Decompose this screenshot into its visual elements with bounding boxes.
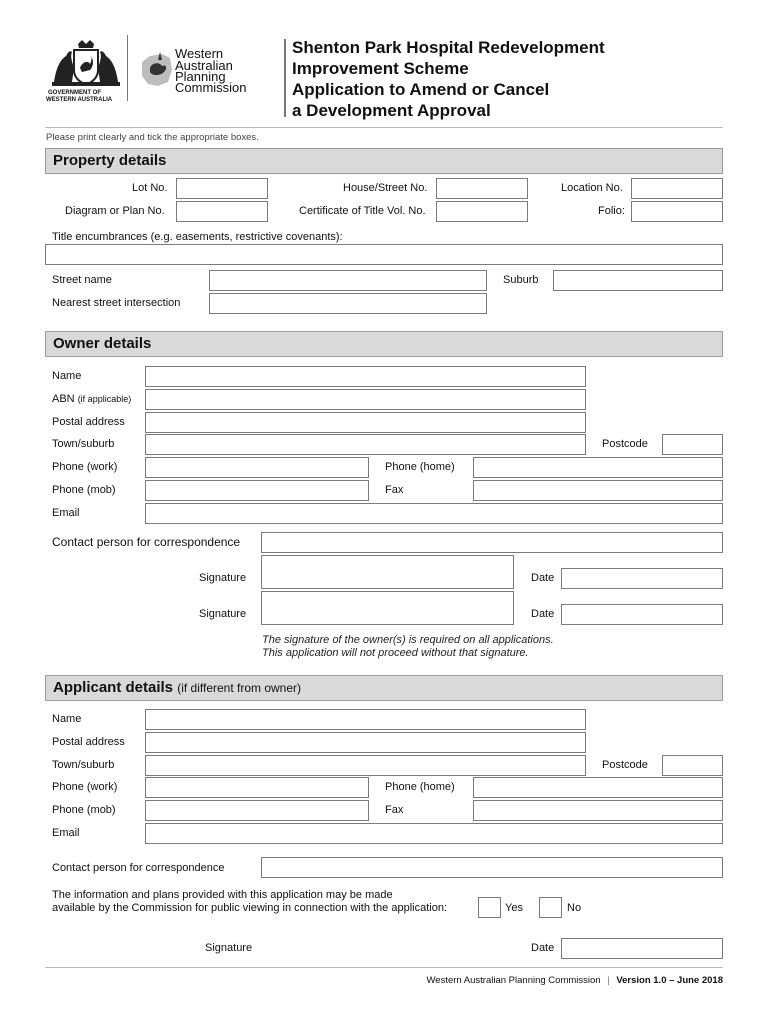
abn-text: ABN <box>52 393 75 405</box>
owner-postal-label: Postal address <box>52 416 125 428</box>
diagram-field[interactable] <box>176 201 268 222</box>
wapc-name-line3: Planning <box>175 69 226 84</box>
owner-phone-mob-field[interactable] <box>145 480 369 501</box>
applicant-fax-field[interactable] <box>473 800 723 821</box>
owner-email-field[interactable] <box>145 503 723 524</box>
owner-town-label: Town/suburb <box>52 438 115 450</box>
owner-postcode-field[interactable] <box>662 434 723 455</box>
applicant-postal-label: Postal address <box>52 736 125 748</box>
title-line-3: Application to Amend or Cancel <box>292 80 550 99</box>
applicant-fax-label: Fax <box>385 804 404 816</box>
owner-signature-1-label: Signature <box>199 572 247 584</box>
suburb-field[interactable] <box>553 270 723 291</box>
owner-phone-home-field[interactable] <box>473 457 723 478</box>
location-field[interactable] <box>631 178 723 199</box>
applicant-signature-label: Signature <box>205 942 253 954</box>
wapc-name-line4: Commission <box>175 80 247 95</box>
owner-phone-mob-label: Phone (mob) <box>52 484 116 496</box>
title-line-1: Shenton Park Hospital Redevelopment <box>292 38 605 57</box>
wapc-name-line1: Western <box>175 46 224 61</box>
gov-label-line1: GOVERNMENT OF <box>48 90 102 96</box>
certificate-field[interactable] <box>436 201 528 222</box>
wa-coat-of-arms-icon <box>46 38 126 90</box>
applicant-email-label: Email <box>52 827 80 839</box>
folio-field[interactable] <box>631 201 723 222</box>
title-divider <box>284 39 286 117</box>
owner-date-2-field[interactable] <box>561 604 723 625</box>
consent-line-2: available by the Commission for public viewing in connection with the application: <box>52 902 447 914</box>
owner-signature-note <box>262 634 554 660</box>
header-rule <box>45 127 723 128</box>
applicant-date-field[interactable] <box>561 938 723 959</box>
lot-label: Lot No. <box>132 182 168 194</box>
applicant-name-label: Name <box>52 713 82 725</box>
document-title <box>292 37 605 121</box>
consent-yes-checkbox[interactable] <box>478 897 501 918</box>
title-line-2: Improvement Scheme <box>292 59 469 78</box>
applicant-phone-work-label: Phone (work) <box>52 781 118 793</box>
folio-label: Folio: <box>598 205 625 217</box>
applicant-heading: Applicant details <box>53 679 174 696</box>
wapc-logo-icon <box>138 50 176 90</box>
government-crest-logo <box>46 38 126 102</box>
owner-postal-field[interactable] <box>145 412 586 433</box>
owner-name-label: Name <box>52 370 82 382</box>
owner-email-label: Email <box>52 507 80 519</box>
footer-rule <box>45 967 723 968</box>
certificate-label: Certificate of Title Vol. No. <box>299 205 426 217</box>
encumbrances-field[interactable] <box>45 244 723 265</box>
applicant-phone-home-label: Phone (home) <box>385 781 455 793</box>
owner-date-1-label: Date <box>531 572 555 584</box>
owner-contact-field[interactable] <box>261 532 723 553</box>
owner-date-2-label: Date <box>531 608 555 620</box>
house-field[interactable] <box>436 178 528 199</box>
applicant-contact-field[interactable] <box>261 857 723 878</box>
applicant-heading-note: (if different from owner) <box>177 681 302 695</box>
owner-name-field[interactable] <box>145 366 586 387</box>
owner-note-line2: This application will not proceed without that signature. <box>262 647 529 659</box>
owner-phone-home-label: Phone (home) <box>385 461 455 473</box>
applicant-phone-mob-label: Phone (mob) <box>52 804 116 816</box>
owner-phone-work-field[interactable] <box>145 457 369 478</box>
instructions-text: Please print clearly and tick the appropriate boxes. <box>46 132 259 143</box>
consent-line-1: The information and plans provided with this application may be made <box>52 889 393 901</box>
house-label: House/Street No. <box>343 182 428 194</box>
owner-contact-label: Contact person for correspondence <box>52 535 241 549</box>
applicant-phone-work-field[interactable] <box>145 777 369 798</box>
applicant-date-label: Date <box>531 942 555 954</box>
street-field[interactable] <box>209 270 487 291</box>
applicant-name-field[interactable] <box>145 709 586 730</box>
applicant-postal-field[interactable] <box>145 732 586 753</box>
consent-no-label: No <box>567 902 582 914</box>
abn-note: (if applicable) <box>77 394 132 404</box>
owner-note-line1: The signature of the owner(s) is required on all applications. <box>262 634 554 646</box>
intersection-field[interactable] <box>209 293 487 314</box>
section-property-details: Property details <box>45 148 723 174</box>
footer-separator: | <box>607 975 610 986</box>
diagram-label: Diagram or Plan No. <box>65 205 165 217</box>
applicant-town-label: Town/suburb <box>52 759 115 771</box>
applicant-email-field[interactable] <box>145 823 723 844</box>
title-line-4: a Development Approval <box>292 101 491 120</box>
applicant-phone-mob-field[interactable] <box>145 800 369 821</box>
applicant-phone-home-field[interactable] <box>473 777 723 798</box>
applicant-postcode-label: Postcode <box>602 759 648 771</box>
owner-abn-field[interactable] <box>145 389 586 410</box>
owner-signature-1-field[interactable] <box>261 555 514 589</box>
consent-no-checkbox[interactable] <box>539 897 562 918</box>
logo-divider <box>127 35 128 101</box>
wapc-logo <box>138 48 258 98</box>
owner-signature-2-field[interactable] <box>261 591 514 625</box>
owner-fax-label: Fax <box>385 484 404 496</box>
owner-postcode-label: Postcode <box>602 438 648 450</box>
owner-fax-field[interactable] <box>473 480 723 501</box>
footer-version: Version 1.0 – June 2018 <box>616 975 723 986</box>
wapc-name-line2: Australian <box>175 58 233 73</box>
footer <box>426 975 723 986</box>
footer-org: Western Australian Planning Commission <box>426 975 601 986</box>
section-owner-details: Owner details <box>45 331 723 357</box>
applicant-postcode-field[interactable] <box>662 755 723 776</box>
encumbrances-label: Title encumbrances (e.g. easements, restrictive covenants): <box>52 231 343 243</box>
suburb-label: Suburb <box>503 274 539 286</box>
applicant-contact-label: Contact person for correspondence <box>52 862 225 874</box>
owner-phone-work-label: Phone (work) <box>52 461 118 473</box>
consent-yes-label: Yes <box>505 902 523 914</box>
street-label: Street name <box>52 274 112 286</box>
intersection-label: Nearest street intersection <box>52 297 181 309</box>
owner-abn-label <box>52 393 131 406</box>
owner-date-1-field[interactable] <box>561 568 723 589</box>
gov-label-line2: WESTERN AUSTRALIA <box>46 97 113 103</box>
owner-town-field[interactable] <box>145 434 586 455</box>
applicant-town-field[interactable] <box>145 755 586 776</box>
lot-field[interactable] <box>176 178 268 199</box>
location-label: Location No. <box>561 182 623 194</box>
section-applicant-details <box>45 675 723 701</box>
owner-signature-2-label: Signature <box>199 608 247 620</box>
